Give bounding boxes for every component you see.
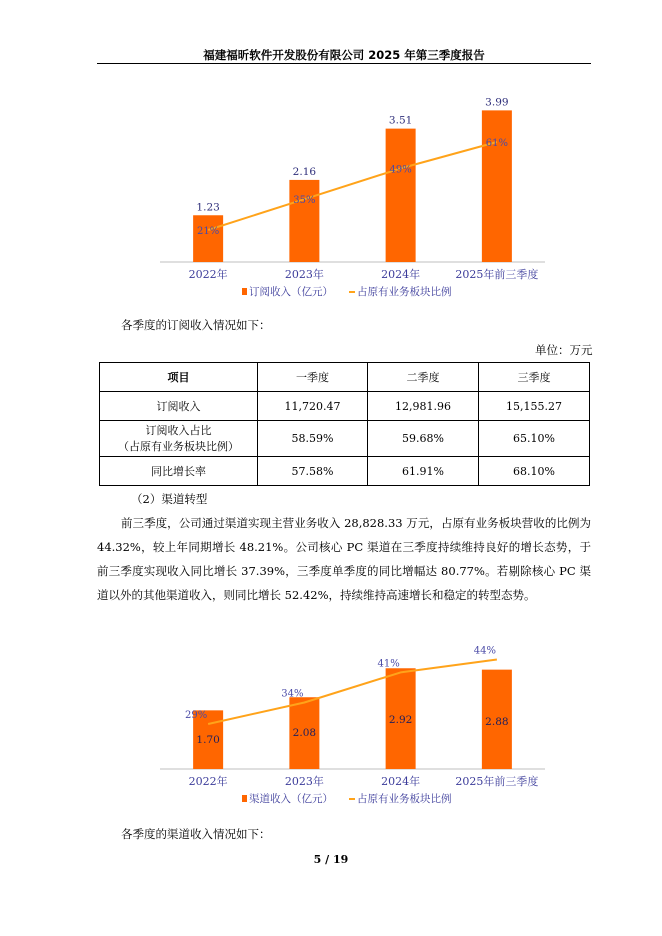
table-row bbox=[100, 392, 590, 421]
ratio-label: 34% bbox=[281, 688, 304, 700]
ratio-label: 35% bbox=[293, 195, 316, 207]
subscription-table bbox=[99, 362, 590, 486]
category-label: 2024年 bbox=[381, 775, 421, 788]
table-cell bbox=[100, 421, 258, 457]
bar-value-label: 2.08 bbox=[292, 727, 317, 739]
category-label: 2022年 bbox=[188, 268, 228, 281]
ratio-line bbox=[208, 660, 497, 725]
table-header-cell: 三季度 bbox=[479, 363, 590, 392]
ratio-label: 49% bbox=[389, 164, 412, 176]
subscription-revenue-chart bbox=[150, 95, 550, 310]
bar-value-label: 2.88 bbox=[485, 716, 509, 728]
category-label: 2024年 bbox=[381, 268, 421, 281]
legend-bar-swatch bbox=[242, 795, 247, 802]
table-cell: 58.59% bbox=[258, 421, 368, 457]
table-cell: 同比增长率 bbox=[100, 457, 258, 486]
bar-value-label: 2.92 bbox=[388, 714, 413, 726]
ratio-label: 21% bbox=[197, 226, 220, 237]
category-label: 2023年 bbox=[284, 775, 324, 788]
unit-label: 单位：万元 bbox=[535, 343, 593, 357]
table-cell: 15,155.27 bbox=[479, 392, 590, 421]
page-number: 5 / 19 bbox=[313, 853, 349, 866]
legend-line-label: 占原有业务板块比例 bbox=[357, 793, 452, 805]
table-header-row bbox=[100, 363, 590, 392]
table-row bbox=[100, 421, 590, 457]
ratio-label: 44% bbox=[473, 645, 496, 657]
table-cell-line: 订阅收入占比 bbox=[145, 423, 212, 437]
legend-bar-swatch bbox=[242, 288, 247, 295]
channel-paragraph: 前三季度，公司通过渠道实现主营业务收入 28,828.33 万元，占原有业务板块营收的比例为 44.32%，较上年同期增长 48.21%。公司核心 PC 渠道在三季度持续维持良好的增长态势，于前三季度实现收入同比增长 37.39%，三季度单季度的同比增幅达 80.77%。若剔除核心 PC 渠道以外的其他渠道收入，则同比增长 52.42%，持续维持高速增长和稳定的转型态势。 bbox=[97, 516, 591, 602]
table-cell: 68.10% bbox=[479, 457, 590, 486]
category-label: 2025年前三季度 bbox=[455, 775, 539, 788]
bar bbox=[386, 129, 416, 262]
legend-bar-label: 订阅收入（亿元） bbox=[249, 286, 333, 298]
table-cell: 订阅收入 bbox=[100, 392, 258, 421]
category-label: 2023年 bbox=[284, 268, 324, 281]
category-label: 2022年 bbox=[188, 775, 228, 788]
table-header-cell: 二季度 bbox=[368, 363, 479, 392]
ratio-label: 41% bbox=[377, 658, 400, 670]
bar bbox=[193, 215, 223, 262]
subscription-intro: 各季度的订阅收入情况如下： bbox=[121, 318, 271, 332]
bar-value-label: 1.23 bbox=[196, 201, 220, 214]
channel-revenue-chart bbox=[150, 637, 550, 817]
table-cell: 11,720.47 bbox=[258, 392, 368, 421]
bar bbox=[482, 110, 512, 262]
legend-bar-label: 渠道收入（亿元） bbox=[249, 793, 333, 805]
category-label: 2025年前三季度 bbox=[455, 268, 539, 281]
report-header: 福建福昕软件开发股份有限公司 2025 年第三季度报告 bbox=[203, 48, 485, 62]
table-header-cell: 项目 bbox=[100, 363, 258, 392]
bar bbox=[289, 180, 319, 262]
bar-value-label: 3.99 bbox=[485, 96, 509, 109]
table-cell: 65.10% bbox=[479, 421, 590, 457]
table-cell-line: （占原有业务板块比例） bbox=[118, 439, 239, 453]
table-cell: 57.58% bbox=[258, 457, 368, 486]
table-cell: 61.91% bbox=[368, 457, 479, 486]
table-cell: 12,981.96 bbox=[368, 392, 479, 421]
ratio-line bbox=[208, 142, 497, 230]
bar-value-label: 3.51 bbox=[388, 114, 413, 127]
ratio-label: 29% bbox=[185, 710, 208, 721]
table-header-cell: 一季度 bbox=[258, 363, 368, 392]
legend-line-label: 占原有业务板块比例 bbox=[357, 286, 452, 298]
table-cell: 59.68% bbox=[368, 421, 479, 457]
header-rule bbox=[97, 63, 591, 64]
section-heading: （2）渠道转型 bbox=[131, 492, 208, 506]
channel-intro: 各季度的渠道收入情况如下： bbox=[121, 827, 271, 841]
table-row bbox=[100, 457, 590, 486]
bar-value-label: 2.16 bbox=[292, 165, 317, 178]
bar-value-label: 1.70 bbox=[196, 734, 220, 746]
ratio-label: 61% bbox=[485, 138, 508, 149]
